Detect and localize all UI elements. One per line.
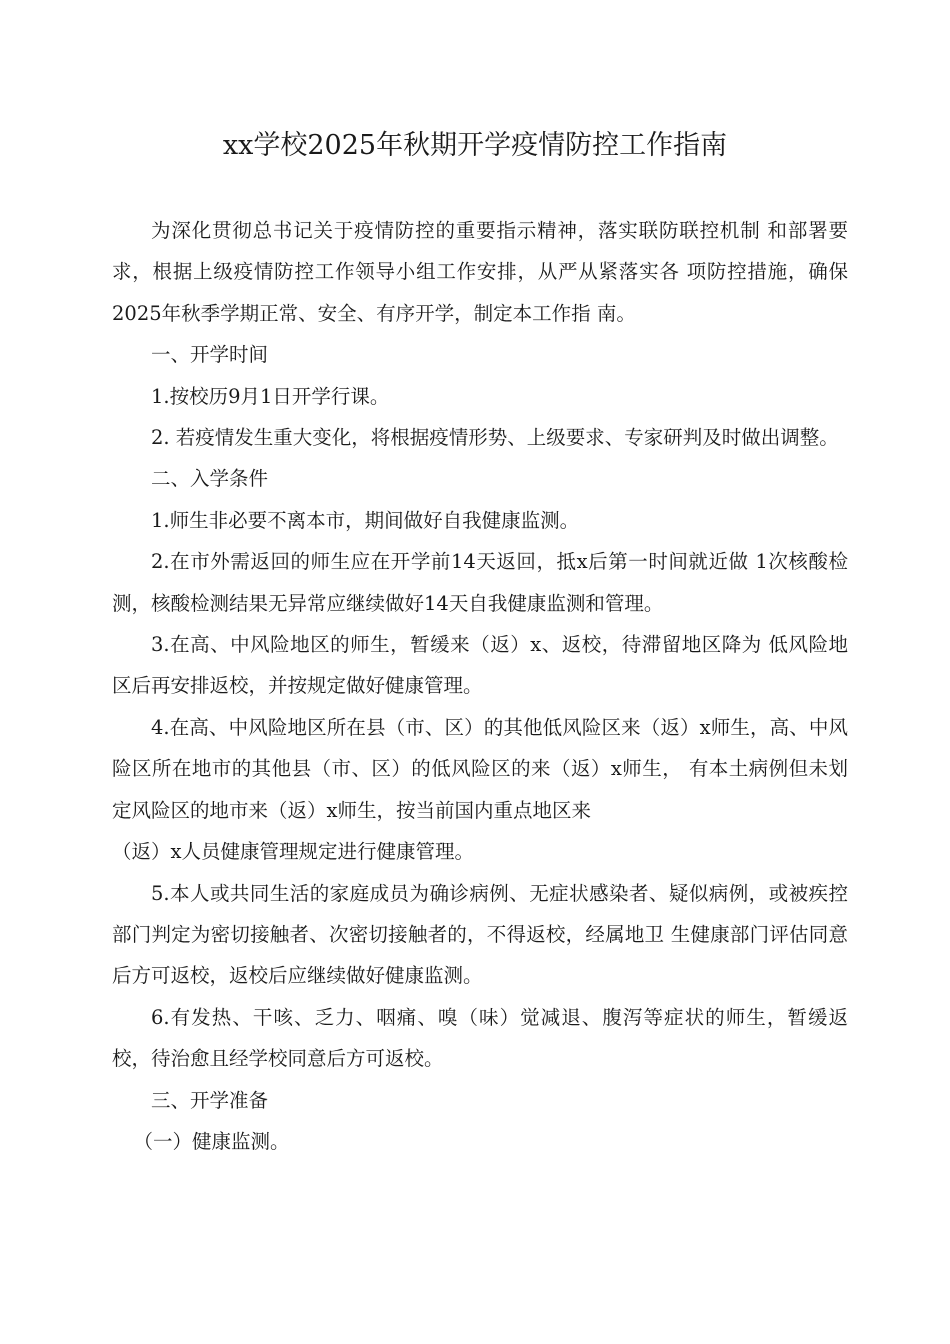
section-heading-admission: 二、入学条件: [151, 467, 269, 491]
list-item: 2. 若疫情发生重大变化，将根据疫情形势、上级要求、专家研判及时做出调整。: [151, 426, 839, 450]
subsection-heading-health-monitoring: （一）健康监测。: [133, 1129, 290, 1153]
list-item: 4.在高、中风险地区所在县（市、区）的其他低风险区来（返）x师生，高、中风险区所在地市的其他县（市、区）的低风险区的来（返）x师生， 有本土病例但未划定风险区的地市来（返）x师生，按当前国内重点地区来: [112, 715, 848, 822]
list-item: 6.有发热、干咳、乏力、咽痛、嗅（味）觉减退、腹泻等症状的师生，暂缓返校，待治愈且经学校同意后方可返校。: [112, 1005, 848, 1071]
section-heading-preparation: 三、开学准备: [151, 1088, 269, 1112]
list-item-continuation: （返）x人员健康管理规定进行健康管理。: [112, 840, 474, 864]
document-body: [112, 210, 848, 1162]
list-item: 1.按校历9月1日开学行课。: [151, 384, 390, 408]
intro-paragraph: 为深化贯彻总书记关于疫情防控的重要指示精神，落实联防联控机制 和部署要求，根据上级疫情防控工作领导小组工作安排，从严从紧落实各 项防控措施，确保2025年秋季学期正常、安全、有序开学，制定本工作指 南。: [112, 219, 848, 325]
list-item: 2.在市外需返回的师生应在开学前14天返回，抵x后第一时间就近做 1次核酸检测，核酸检测结果无异常应继续做好14天自我健康监测和管理。: [112, 550, 848, 615]
section-heading-start-time: 一、开学时间: [151, 343, 269, 367]
list-item: 5.本人或共同生活的家庭成员为确诊病例、无症状感染者、疑似病例，或被疾控部门判定为密切接触者、次密切接触者的，不得返校，经属地卫 生健康部门评估同意后方可返校，返校后应继续做好健康监测。: [112, 881, 848, 988]
list-item: 1.师生非必要不离本市，期间做好自我健康监测。: [151, 508, 580, 532]
list-item: 3.在高、中风险地区的师生，暂缓来（返）x、返校，待滞留地区降为 低风险地区后再安排返校，并按规定做好健康管理。: [112, 633, 848, 698]
document-title: xx学校2025年秋期开学疫情防控工作指南: [222, 130, 728, 161]
